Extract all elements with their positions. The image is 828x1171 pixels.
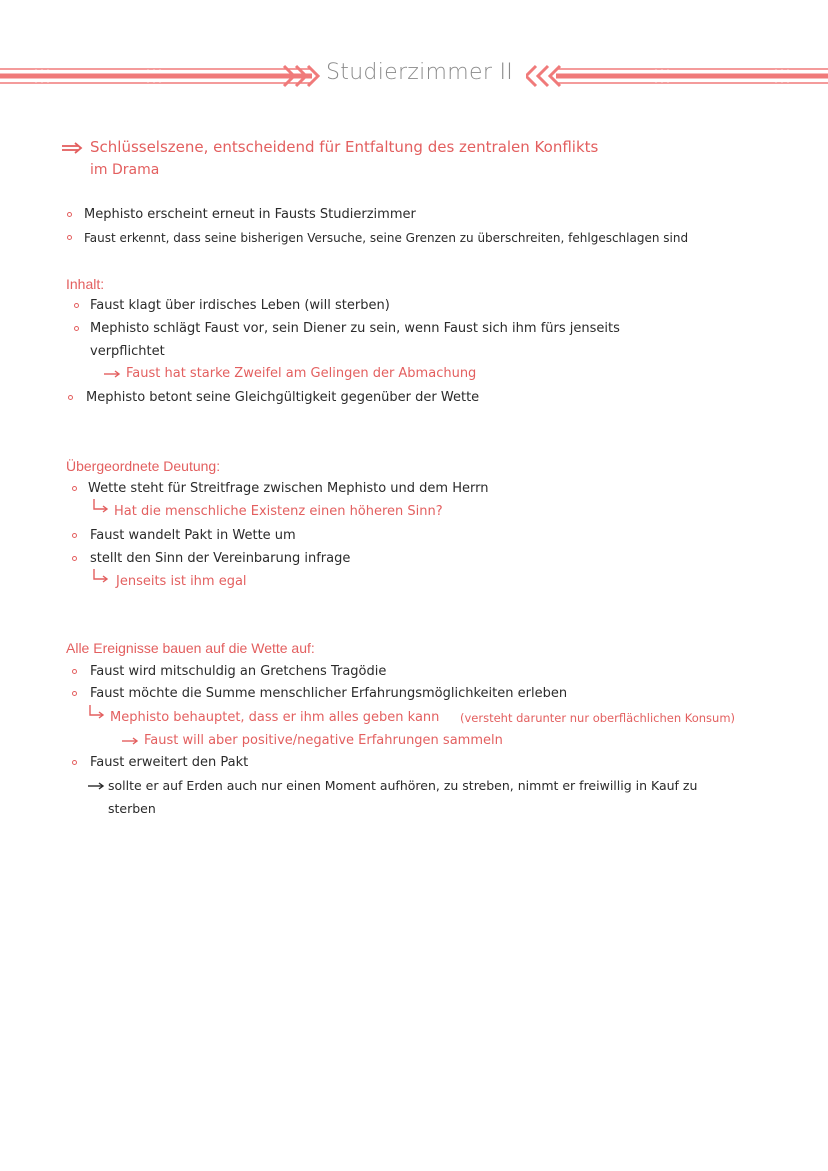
page-title: Studierzimmer II <box>326 60 514 85</box>
deutung-bullet-1: Wette steht für Streitfrage zwischen Mephisto und dem Herrn <box>88 481 489 496</box>
bullet-icon <box>67 235 72 240</box>
ereignisse-bullet-3-sub-line-2: sterben <box>108 801 156 816</box>
corner-arrow-icon <box>92 499 110 513</box>
deutung-bullet-1-sub: Hat die menschliche Existenz einen höheren Sinn? <box>114 504 443 519</box>
bullet-icon <box>74 326 79 331</box>
bullet-icon <box>74 303 79 308</box>
inhalt-bullet-2-line-1: Mephisto schlägt Faust vor, sein Diener zu sein, wenn Faust sich ihm fürs jenseits <box>90 321 620 336</box>
bullet-icon <box>72 486 77 491</box>
bullet-icon <box>72 760 77 765</box>
intro-line-1: Schlüsselszene, entscheidend für Entfaltung des zentralen Konflikts <box>90 138 599 156</box>
section-heading-deutung: Übergeordnete Deutung: <box>66 458 221 474</box>
ereignisse-bullet-2-sub-2: Faust will aber positive/negative Erfahrungen sammeln <box>144 733 503 748</box>
bullet-icon <box>72 669 77 674</box>
ereignisse-bullet-2-sub-1: Mephisto behauptet, dass er ihm alles geben kann <box>110 710 440 725</box>
double-arrow-icon <box>62 142 84 154</box>
bullet-icon <box>72 533 77 538</box>
deutung-bullet-3-sub: Jenseits ist ihm egal <box>116 574 247 589</box>
corner-arrow-icon <box>92 569 110 583</box>
arrow-right-icon <box>104 370 122 378</box>
intro-line-2: im Drama <box>90 162 160 178</box>
bullet-icon <box>72 556 77 561</box>
deutung-bullet-2: Faust wandelt Pakt in Wette um <box>90 528 296 543</box>
ereignisse-bullet-3: Faust erweitert den Pakt <box>90 755 249 770</box>
inhalt-bullet-1: Faust klagt über irdisches Leben (will sterben) <box>90 298 390 313</box>
arrow-right-icon <box>122 737 140 745</box>
inhalt-bullet-2-sub: Faust hat starke Zweifel am Gelingen der Abmachung <box>126 366 477 381</box>
arrow-right-icon <box>88 782 106 790</box>
top-bullet-2: Faust erkennt, dass seine bisherigen Versuche, seine Grenzen zu überschreiten, fehlgeschlagen sind <box>84 231 689 245</box>
ereignisse-bullet-2-sub-1-note: (versteht darunter nur oberflächlichen Konsum) <box>460 711 736 725</box>
ereignisse-bullet-3-sub-line-1: sollte er auf Erden auch nur einen Moment aufhören, zu streben, nimmt er freiwillig in Kauf zu <box>108 778 698 793</box>
bullet-icon <box>68 395 73 400</box>
inhalt-bullet-2-line-2: verpflichtet <box>90 344 165 359</box>
bullet-icon <box>67 212 72 217</box>
deutung-bullet-3: stellt den Sinn der Vereinbarung infrage <box>90 551 351 566</box>
ereignisse-bullet-2: Faust möchte die Summe menschlicher Erfahrungsmöglichkeiten erleben <box>90 686 568 701</box>
section-heading-inhalt: Inhalt: <box>66 276 105 292</box>
section-heading-ereignisse: Alle Ereignisse bauen auf die Wette auf: <box>66 640 315 656</box>
ereignisse-bullet-1: Faust wird mitschuldig an Gretchens Tragödie <box>90 664 387 679</box>
corner-arrow-icon <box>88 705 106 719</box>
inhalt-bullet-3: Mephisto betont seine Gleichgültigkeit gegenüber der Wette <box>86 390 480 405</box>
bullet-icon <box>72 691 77 696</box>
top-bullet-1: Mephisto erscheint erneut in Fausts Studierzimmer <box>84 207 416 222</box>
